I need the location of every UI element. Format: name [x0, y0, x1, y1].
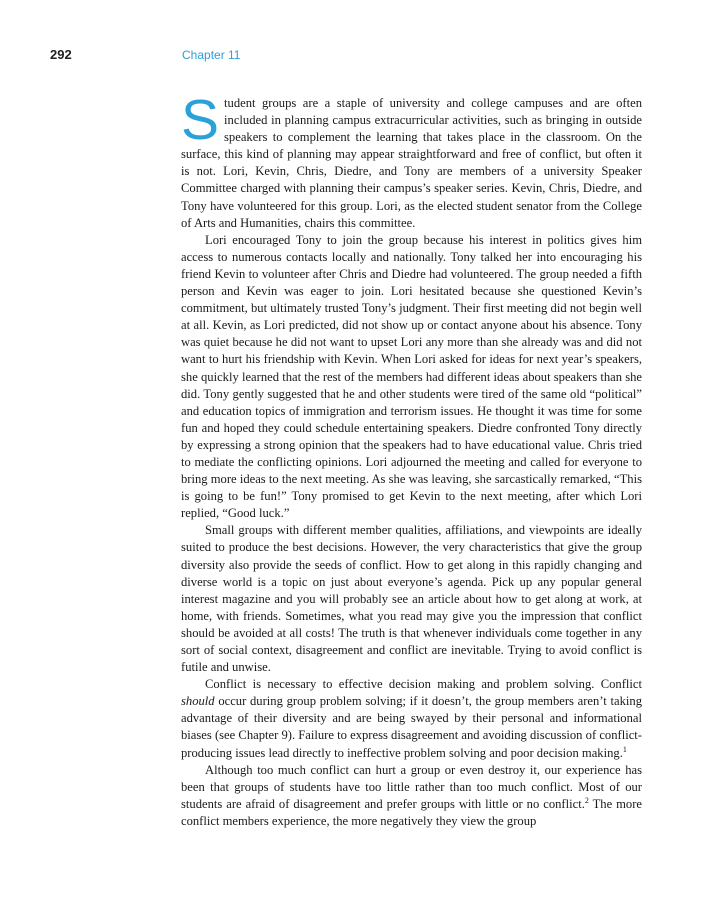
paragraph-1-text: tudent groups are a staple of university and college campuses and are often included in planning campus extracurricular activities, such as bringing in outside speakers to complement the learning that takes place in the classroom. On the surface, this kind of planning may appear straightforward and free of conflict, but often it is not. Lori, Kevin, Chris, Diedre, and Tony are members of a university Speaker Committee charged with planning their campus’s speaker series. Kevin, Chris, Diedre, and Tony have volunteered for this group. Lori, as the elected student senator from the College of Arts and Humanities, chairs this committee.: [181, 96, 642, 230]
paragraph-1: [181, 88, 642, 232]
page-header: [0, 47, 727, 67]
paragraph-5-text-b: The more conflict members experience, the more negatively they view the group: [181, 796, 642, 828]
body-text: [181, 88, 642, 830]
footnote-marker-2: 2: [584, 795, 589, 805]
paragraph-5: [181, 762, 642, 830]
page-number: 292: [50, 47, 72, 62]
drop-cap: S: [181, 88, 220, 152]
emphasis-should: should: [181, 694, 215, 709]
paragraph-3: Small groups with different member qualities, affiliations, and viewpoints are ideally suited to produce the best decisions. However, the very characteristics that give the group diversity also provide the seeds of conflict. How to get along in this rapidly changing and diverse world is a topic on just about everyone’s agenda. Pick up any popular general interest magazine and you will probably see an article about how to get along at work, at home, with friends. Sometimes, what you read may give you the impression that conflict should be avoided at all costs! The truth is that whenever individuals come together in any sort of social context, disagreement and conflict are inevitable. Trying to avoid conflict is futile and unwise.: [181, 523, 642, 675]
paragraph-2: Lori encouraged Tony to join the group because his interest in politics gives him access to numerous contacts locally and nationally. Tony talked her into encouraging his friend Kevin to volunteer after Chris and Diedre had volunteered. The group needed a fifth person and Kevin was eager to join. Lori hesitated because she questioned Kevin’s commitment, but ultimately trusted Tony’s judgment. Their first meeting did not begin well at all. Kevin, as Lori predicted, did not show up or contact anyone about his absence. Tony was quiet because he did not want to upset Lori any more than she already was and did not want to hurt his friendship with Kevin. When Lori asked for ideas for next year’s speakers, she quickly learned that the rest of the members had different ideas about speakers than she did. Tony gently suggested that he and other students were tired of the same old “political” and education topics of immigration and terrorism issues. He thought it was time for some fun and hoped they could schedule entertaining speakers. Diedre confronted Tony directly by expressing a strong opinion that the speakers had to have educational value. Chris tried to mediate the conflicting opinions. Lori adjourned the meeting and called for everyone to bring more ideas to the next meeting. As she was leaving, she sarcastically remarked, “This is going to be fun!” Tony promised to get Kevin to the next meeting, after which Lori replied, “Good luck.”: [181, 232, 642, 521]
paragraph-4-text-a: Conflict is necessary to effective decision making and problem solving. Conflict: [205, 677, 642, 692]
chapter-label: Chapter 11: [182, 48, 241, 62]
footnote-marker-1: 1: [622, 744, 627, 754]
paragraph-4: [181, 676, 642, 761]
paragraph-4-text-b: occur during group problem solving; if it doesn’t, the group members aren’t taking advantage of their diversity and are being swayed by their personal and informational biases (see Chapter 9). Failure to express disagreement and avoiding discussion of conflict-producing issues lead directly to ineffective problem solving and poor decision making.: [181, 694, 642, 760]
paragraph-5-text-a: Although too much conflict can hurt a group or even destroy it, our experience has been that groups of students have too little rather than too much conflict. Most of our students are afraid of disagreement and prefer groups with little or no conflict.: [181, 762, 642, 811]
